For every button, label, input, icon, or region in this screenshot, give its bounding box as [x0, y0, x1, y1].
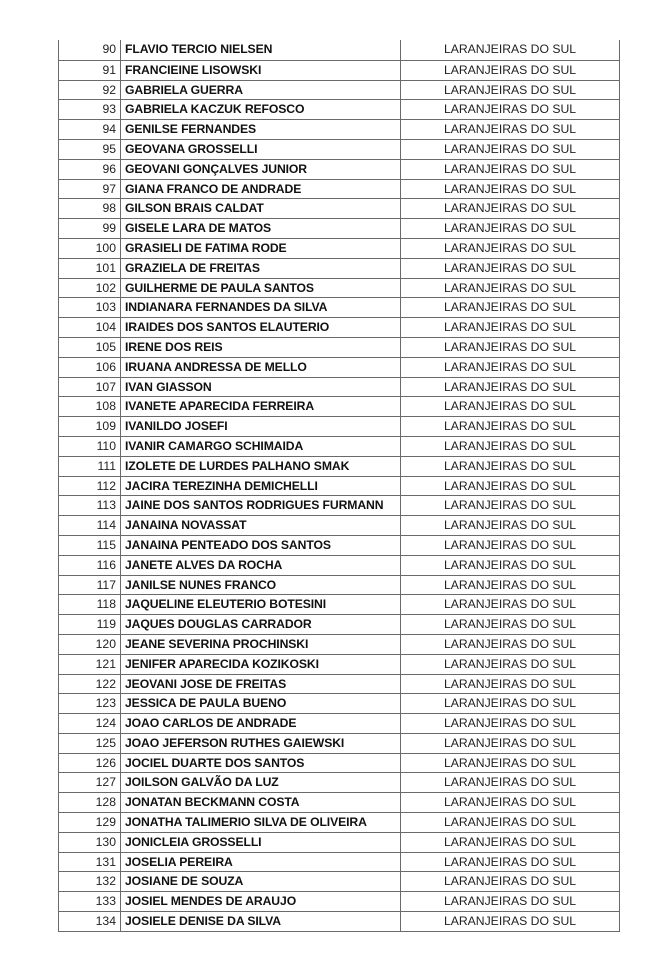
table-row [59, 179, 619, 199]
person-name: JANAINA PENTEADO DOS SANTOS [121, 536, 401, 555]
row-number: 93 [59, 100, 121, 119]
row-number: 109 [59, 417, 121, 436]
city-name: LARANJEIRAS DO SUL [443, 696, 577, 711]
table-row [59, 456, 619, 476]
table-row [59, 337, 619, 357]
city-name: LARANJEIRAS DO SUL [443, 676, 577, 691]
city-name: LARANJEIRAS DO SUL [443, 221, 577, 236]
person-name: JEOVANI JOSE DE FREITAS [121, 675, 401, 694]
city-name: LARANJEIRAS DO SUL [443, 82, 577, 97]
table-row [59, 436, 619, 456]
city-name: LARANJEIRAS DO SUL [443, 914, 577, 929]
table-row [59, 812, 619, 832]
row-number: 132 [59, 872, 121, 891]
person-name: JANETE ALVES DA ROCHA [121, 556, 401, 575]
person-name: FRANCIEINE LISOWSKI [121, 61, 401, 80]
table-row [59, 476, 619, 496]
city-name: LARANJEIRAS DO SUL [443, 379, 577, 394]
person-name: JONICLEIA GROSSELLI [121, 833, 401, 852]
row-number: 126 [59, 754, 121, 773]
person-name: GENILSE FERNANDES [121, 120, 401, 139]
person-name: JAQUES DOUGLAS CARRADOR [121, 615, 401, 634]
city-name: LARANJEIRAS DO SUL [443, 339, 577, 354]
table-row [59, 871, 619, 891]
city-name: LARANJEIRAS DO SUL [443, 577, 577, 592]
city-name: LARANJEIRAS DO SUL [443, 478, 577, 493]
row-number: 97 [59, 180, 121, 199]
table-row [59, 891, 619, 911]
row-number: 91 [59, 61, 121, 80]
row-number: 101 [59, 259, 121, 278]
city-name: LARANJEIRAS DO SUL [443, 62, 577, 77]
row-number: 115 [59, 536, 121, 555]
row-number: 112 [59, 477, 121, 496]
row-number: 119 [59, 615, 121, 634]
row-number: 99 [59, 219, 121, 238]
city-name: LARANJEIRAS DO SUL [443, 537, 577, 552]
table-row [59, 357, 619, 377]
table-row [59, 80, 619, 100]
person-name: JONATAN BECKMANN COSTA [121, 793, 401, 812]
person-name: GILSON BRAIS CALDAT [121, 199, 401, 218]
table-row [59, 99, 619, 119]
city-name: LARANJEIRAS DO SUL [443, 518, 577, 533]
city-name: LARANJEIRAS DO SUL [443, 617, 577, 632]
table-row [59, 911, 619, 931]
person-name: JANAINA NOVASSAT [121, 516, 401, 535]
row-number: 124 [59, 714, 121, 733]
city-name: LARANJEIRAS DO SUL [443, 636, 577, 651]
person-name: JENIFER APARECIDA KOZIKOSKI [121, 655, 401, 674]
person-name: JOILSON GALVÃO DA LUZ [121, 773, 401, 792]
row-number: 103 [59, 298, 121, 317]
person-name: JESSICA DE PAULA BUENO [121, 694, 401, 713]
person-name: GRAZIELA DE FREITAS [121, 259, 401, 278]
city-name: LARANJEIRAS DO SUL [443, 438, 577, 453]
person-name: IVAN GIASSON [121, 378, 401, 397]
row-number: 116 [59, 556, 121, 575]
person-name: GEOVANI GONÇALVES JUNIOR [121, 160, 401, 179]
person-name: GABRIELA GUERRA [121, 81, 401, 100]
table-row [59, 198, 619, 218]
table-row [59, 159, 619, 179]
person-name: IRUANA ANDRESSA DE MELLO [121, 358, 401, 377]
table-row [59, 258, 619, 278]
city-name: LARANJEIRAS DO SUL [443, 716, 577, 731]
city-name: LARANJEIRAS DO SUL [443, 834, 577, 849]
row-number: 108 [59, 397, 121, 416]
table-row [59, 377, 619, 397]
table-row [59, 614, 619, 634]
person-name: JACIRA TEREZINHA DEMICHELLI [121, 477, 401, 496]
person-name: JOSELIA PEREIRA [121, 853, 401, 872]
row-number: 102 [59, 279, 121, 298]
names-table [58, 40, 620, 932]
person-name: GEOVANA GROSSELLI [121, 140, 401, 159]
row-number: 125 [59, 734, 121, 753]
city-name: LARANJEIRAS DO SUL [443, 181, 577, 196]
table-row [59, 60, 619, 80]
person-name: FLAVIO TERCIO NIELSEN [121, 40, 401, 60]
table-row [59, 594, 619, 614]
city-name: LARANJEIRAS DO SUL [443, 458, 577, 473]
table-row [59, 238, 619, 258]
row-number: 100 [59, 239, 121, 258]
table-row [59, 654, 619, 674]
person-name: JOCIEL DUARTE DOS SANTOS [121, 754, 401, 773]
row-number: 134 [59, 912, 121, 931]
table-row [59, 693, 619, 713]
row-number: 94 [59, 120, 121, 139]
row-number: 113 [59, 496, 121, 515]
table-row [59, 733, 619, 753]
table-row [59, 495, 619, 515]
row-number: 133 [59, 892, 121, 911]
city-name: LARANJEIRAS DO SUL [443, 42, 577, 56]
person-name: IVANILDO JOSEFI [121, 417, 401, 436]
table-row [59, 396, 619, 416]
row-number: 107 [59, 378, 121, 397]
row-number: 123 [59, 694, 121, 713]
row-number: 105 [59, 338, 121, 357]
city-name: LARANJEIRAS DO SUL [443, 201, 577, 216]
row-number: 118 [59, 595, 121, 614]
row-number: 128 [59, 793, 121, 812]
city-name: LARANJEIRAS DO SUL [443, 755, 577, 770]
city-name: LARANJEIRAS DO SUL [443, 161, 577, 176]
city-name: LARANJEIRAS DO SUL [443, 122, 577, 137]
row-number: 92 [59, 81, 121, 100]
row-number: 96 [59, 160, 121, 179]
person-name: IZOLETE DE LURDES PALHANO SMAK [121, 457, 401, 476]
row-number: 122 [59, 675, 121, 694]
person-name: JOSIANE DE SOUZA [121, 872, 401, 891]
table-row [59, 218, 619, 238]
city-name: LARANJEIRAS DO SUL [443, 419, 577, 434]
person-name: JANILSE NUNES FRANCO [121, 576, 401, 595]
table-row [59, 535, 619, 555]
table-row [59, 416, 619, 436]
person-name: IRAIDES DOS SANTOS ELAUTERIO [121, 318, 401, 337]
city-name: LARANJEIRAS DO SUL [443, 240, 577, 255]
row-number: 114 [59, 516, 121, 535]
city-name: LARANJEIRAS DO SUL [443, 260, 577, 275]
table-row [59, 317, 619, 337]
person-name: IVANETE APARECIDA FERREIRA [121, 397, 401, 416]
city-name: LARANJEIRAS DO SUL [443, 815, 577, 830]
person-name: GRASIELI DE FATIMA RODE [121, 239, 401, 258]
person-name: GUILHERME DE PAULA SANTOS [121, 279, 401, 298]
row-number: 90 [59, 40, 121, 60]
row-number: 120 [59, 635, 121, 654]
table-row [59, 297, 619, 317]
row-number: 130 [59, 833, 121, 852]
person-name: JEANE SEVERINA PROCHINSKI [121, 635, 401, 654]
city-name: LARANJEIRAS DO SUL [443, 320, 577, 335]
person-name: IRENE DOS REIS [121, 338, 401, 357]
person-name: IVANIR CAMARGO SCHIMAIDA [121, 437, 401, 456]
table-row [59, 634, 619, 654]
row-number: 129 [59, 813, 121, 832]
row-number: 95 [59, 140, 121, 159]
table-row [59, 852, 619, 872]
person-name: JAQUELINE ELEUTERIO BOTESINI [121, 595, 401, 614]
person-name: GISELE LARA DE MATOS [121, 219, 401, 238]
city-name: LARANJEIRAS DO SUL [443, 656, 577, 671]
city-name: LARANJEIRAS DO SUL [443, 874, 577, 889]
city-name: LARANJEIRAS DO SUL [443, 300, 577, 315]
person-name: GIANA FRANCO DE ANDRADE [121, 180, 401, 199]
table-row [59, 753, 619, 773]
city-name: LARANJEIRAS DO SUL [443, 498, 577, 513]
city-name: LARANJEIRAS DO SUL [443, 894, 577, 909]
city-name: LARANJEIRAS DO SUL [443, 102, 577, 117]
city-name: LARANJEIRAS DO SUL [443, 854, 577, 869]
row-number: 117 [59, 576, 121, 595]
row-number: 131 [59, 853, 121, 872]
row-number: 106 [59, 358, 121, 377]
city-name: LARANJEIRAS DO SUL [443, 775, 577, 790]
row-number: 98 [59, 199, 121, 218]
table-row [59, 575, 619, 595]
table-row [59, 40, 619, 60]
city-name: LARANJEIRAS DO SUL [443, 399, 577, 414]
city-name: LARANJEIRAS DO SUL [443, 735, 577, 750]
table-row [59, 713, 619, 733]
person-name: JOSIEL MENDES DE ARAUJO [121, 892, 401, 911]
table-row [59, 674, 619, 694]
city-name: LARANJEIRAS DO SUL [443, 557, 577, 572]
table-row [59, 555, 619, 575]
person-name: JOAO JEFERSON RUTHES GAIEWSKI [121, 734, 401, 753]
table-row [59, 792, 619, 812]
table-row [59, 515, 619, 535]
table-row [59, 278, 619, 298]
city-name: LARANJEIRAS DO SUL [443, 141, 577, 156]
row-number: 121 [59, 655, 121, 674]
row-number: 104 [59, 318, 121, 337]
row-number: 110 [59, 437, 121, 456]
person-name: GABRIELA KACZUK REFOSCO [121, 100, 401, 119]
row-number: 127 [59, 773, 121, 792]
person-name: JOAO CARLOS DE ANDRADE [121, 714, 401, 733]
table-row [59, 119, 619, 139]
table-row [59, 772, 619, 792]
city-name: LARANJEIRAS DO SUL [443, 359, 577, 374]
table-row [59, 832, 619, 852]
person-name: JOSIELE DENISE DA SILVA [121, 912, 401, 931]
person-name: INDIANARA FERNANDES DA SILVA [121, 298, 401, 317]
city-name: LARANJEIRAS DO SUL [443, 280, 577, 295]
table-row [59, 139, 619, 159]
person-name: JONATHA TALIMERIO SILVA DE OLIVEIRA [121, 813, 401, 832]
city-name: LARANJEIRAS DO SUL [443, 597, 577, 612]
person-name: JAINE DOS SANTOS RODRIGUES FURMANN [121, 496, 401, 515]
city-name: LARANJEIRAS DO SUL [443, 795, 577, 810]
row-number: 111 [59, 457, 121, 476]
